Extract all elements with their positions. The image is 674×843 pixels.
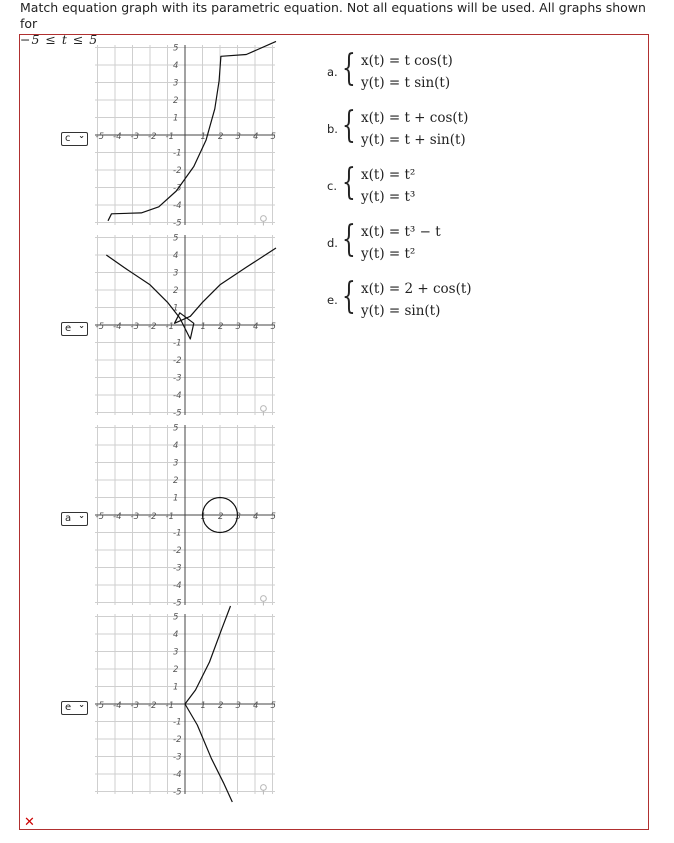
zoom-icon[interactable]: ⚲ xyxy=(259,593,268,607)
x-tick-label: 4 xyxy=(253,701,259,711)
y-tick-label: 3 xyxy=(173,647,179,658)
y-tick-label: -2 xyxy=(173,735,182,745)
y-tick-label: -3 xyxy=(173,373,182,384)
y-tick-label: 1 xyxy=(173,303,179,314)
y-tick-label: 5 xyxy=(173,612,179,623)
answer-select-value: a xyxy=(65,513,72,524)
y-tick-label: -3 xyxy=(173,183,182,194)
y-tick-label: 3 xyxy=(173,268,179,279)
x-tick-label: 3 xyxy=(235,322,241,332)
x-tick-label: -3 xyxy=(130,132,139,142)
y-tick-label: -1 xyxy=(173,528,182,539)
equation-e xyxy=(327,277,627,334)
equation-list xyxy=(327,49,627,334)
x-tick-label: -3 xyxy=(130,701,139,711)
equation-y: y(t) = sin(t) xyxy=(361,303,441,319)
graph-plot xyxy=(95,423,276,609)
answer-select-value: e xyxy=(65,702,72,713)
y-tick-label: -1 xyxy=(173,338,182,349)
y-tick-label: -2 xyxy=(173,546,182,556)
equation-x: x(t) = 2 + cos(t) xyxy=(361,281,472,297)
y-tick-label: 2 xyxy=(173,96,179,106)
x-tick-label: -1 xyxy=(165,512,174,522)
x-tick-label: -5 xyxy=(95,322,104,332)
y-tick-label: 3 xyxy=(173,458,179,469)
y-tick-label: -4 xyxy=(173,391,182,401)
x-tick-label: 4 xyxy=(253,322,259,332)
y-tick-label: 3 xyxy=(173,78,179,89)
brace-icon: { xyxy=(342,48,356,89)
y-tick-label: 2 xyxy=(173,476,179,486)
equation-y: y(t) = t³ xyxy=(361,189,416,205)
zoom-icon[interactable]: ⚲ xyxy=(259,213,268,227)
equation-letter: d. xyxy=(327,236,338,250)
brace-icon: { xyxy=(342,162,356,203)
equation-x: x(t) = t + cos(t) xyxy=(361,110,469,126)
x-tick-label: 5 xyxy=(270,512,276,522)
x-tick-label: 3 xyxy=(235,512,241,522)
y-tick-label: 4 xyxy=(173,61,179,71)
y-tick-label: 1 xyxy=(173,113,179,124)
x-tick-label: 1 xyxy=(200,322,206,332)
answer-select[interactable] xyxy=(61,132,88,146)
x-tick-label: -1 xyxy=(165,701,174,711)
answer-select[interactable] xyxy=(61,322,88,336)
x-tick-label: 4 xyxy=(253,512,259,522)
graph-plot xyxy=(95,612,276,798)
equation-letter: c. xyxy=(327,179,337,193)
answer-select-value: c xyxy=(65,133,71,144)
x-tick-label: 4 xyxy=(253,132,259,142)
zoom-icon[interactable]: ⚲ xyxy=(259,782,268,796)
brace-icon: { xyxy=(342,105,356,146)
graph-plot xyxy=(95,233,276,419)
y-tick-label: -3 xyxy=(173,752,182,763)
graph-plot xyxy=(95,43,276,229)
answer-select[interactable] xyxy=(61,701,88,715)
brace-icon: { xyxy=(342,276,356,317)
y-tick-label: -5 xyxy=(173,408,182,419)
y-tick-label: 4 xyxy=(173,251,179,261)
x-tick-label: 3 xyxy=(235,132,241,142)
y-tick-label: -2 xyxy=(173,166,182,176)
x-tick-label: -3 xyxy=(130,322,139,332)
prompt-text: Match equation graph with its parametric equation. Not all equations will be used. All graphs shown for xyxy=(20,0,646,31)
x-tick-label: -5 xyxy=(95,132,104,142)
equation-letter: e. xyxy=(327,293,338,307)
y-tick-label: -4 xyxy=(173,770,182,780)
equation-b xyxy=(327,106,627,163)
y-tick-label: 1 xyxy=(173,682,179,693)
equation-letter: b. xyxy=(327,122,338,136)
x-tick-label: -2 xyxy=(148,701,157,711)
answer-frame xyxy=(19,34,649,830)
y-tick-label: 5 xyxy=(173,233,179,244)
chevron-down-icon: ⌄ xyxy=(78,700,85,709)
x-tick-label: 5 xyxy=(270,322,276,332)
x-tick-label: -1 xyxy=(165,322,174,332)
x-tick-label: -2 xyxy=(148,322,157,332)
y-tick-label: -1 xyxy=(173,717,182,728)
equation-x: x(t) = t³ − t xyxy=(361,224,441,240)
x-tick-label: 1 xyxy=(200,132,206,142)
x-tick-label: -3 xyxy=(130,512,139,522)
equation-y: y(t) = t² xyxy=(361,246,416,262)
x-tick-label: -4 xyxy=(113,512,122,522)
y-tick-label: -3 xyxy=(173,563,182,574)
chevron-down-icon: ⌄ xyxy=(78,511,85,520)
answer-select-value: e xyxy=(65,323,72,334)
y-tick-label: 4 xyxy=(173,630,179,640)
y-tick-label: 4 xyxy=(173,441,179,451)
equation-d xyxy=(327,220,627,277)
y-tick-label: 5 xyxy=(173,43,179,54)
y-tick-label: -4 xyxy=(173,581,182,591)
equation-a xyxy=(327,49,627,106)
answer-select[interactable] xyxy=(61,512,88,526)
x-tick-label: -4 xyxy=(113,322,122,332)
x-tick-label: 2 xyxy=(218,701,224,711)
equation-c xyxy=(327,163,627,220)
brace-icon: { xyxy=(342,219,356,260)
incorrect-mark-icon: ✕ xyxy=(24,815,35,830)
x-tick-label: 2 xyxy=(218,132,224,142)
x-tick-label: 2 xyxy=(218,322,224,332)
chevron-down-icon: ⌄ xyxy=(78,321,85,330)
y-tick-label: -5 xyxy=(173,787,182,798)
y-tick-label: 2 xyxy=(173,665,179,675)
x-tick-label: -4 xyxy=(113,701,122,711)
zoom-icon[interactable]: ⚲ xyxy=(259,403,268,417)
x-tick-label: -5 xyxy=(95,512,104,522)
x-tick-label: 5 xyxy=(270,701,276,711)
equation-y: y(t) = t + sin(t) xyxy=(361,132,466,148)
x-tick-label: -5 xyxy=(95,701,104,711)
x-tick-label: 3 xyxy=(235,701,241,711)
y-tick-label: 5 xyxy=(173,423,179,434)
y-tick-label: -1 xyxy=(173,148,182,159)
x-tick-label: 5 xyxy=(270,132,276,142)
x-tick-label: 1 xyxy=(200,512,206,522)
x-tick-label: -2 xyxy=(148,132,157,142)
y-tick-label: -2 xyxy=(173,356,182,366)
x-tick-label: -4 xyxy=(113,132,122,142)
equation-x: x(t) = t² xyxy=(361,167,416,183)
x-tick-label: 2 xyxy=(218,512,224,522)
equation-x: x(t) = t cos(t) xyxy=(361,53,453,69)
x-tick-label: 1 xyxy=(200,701,206,711)
equation-letter: a. xyxy=(327,65,338,79)
equation-y: y(t) = t sin(t) xyxy=(361,75,451,91)
y-tick-label: -5 xyxy=(173,218,182,229)
x-tick-label: -2 xyxy=(148,512,157,522)
x-tick-label: -1 xyxy=(165,132,174,142)
chevron-down-icon: ⌄ xyxy=(78,131,85,140)
y-tick-label: 1 xyxy=(173,493,179,504)
y-tick-label: -4 xyxy=(173,201,182,211)
y-tick-label: -5 xyxy=(173,598,182,609)
y-tick-label: 2 xyxy=(173,286,179,296)
prompt-range: −5 ≤ t ≤ 5 xyxy=(20,32,99,47)
